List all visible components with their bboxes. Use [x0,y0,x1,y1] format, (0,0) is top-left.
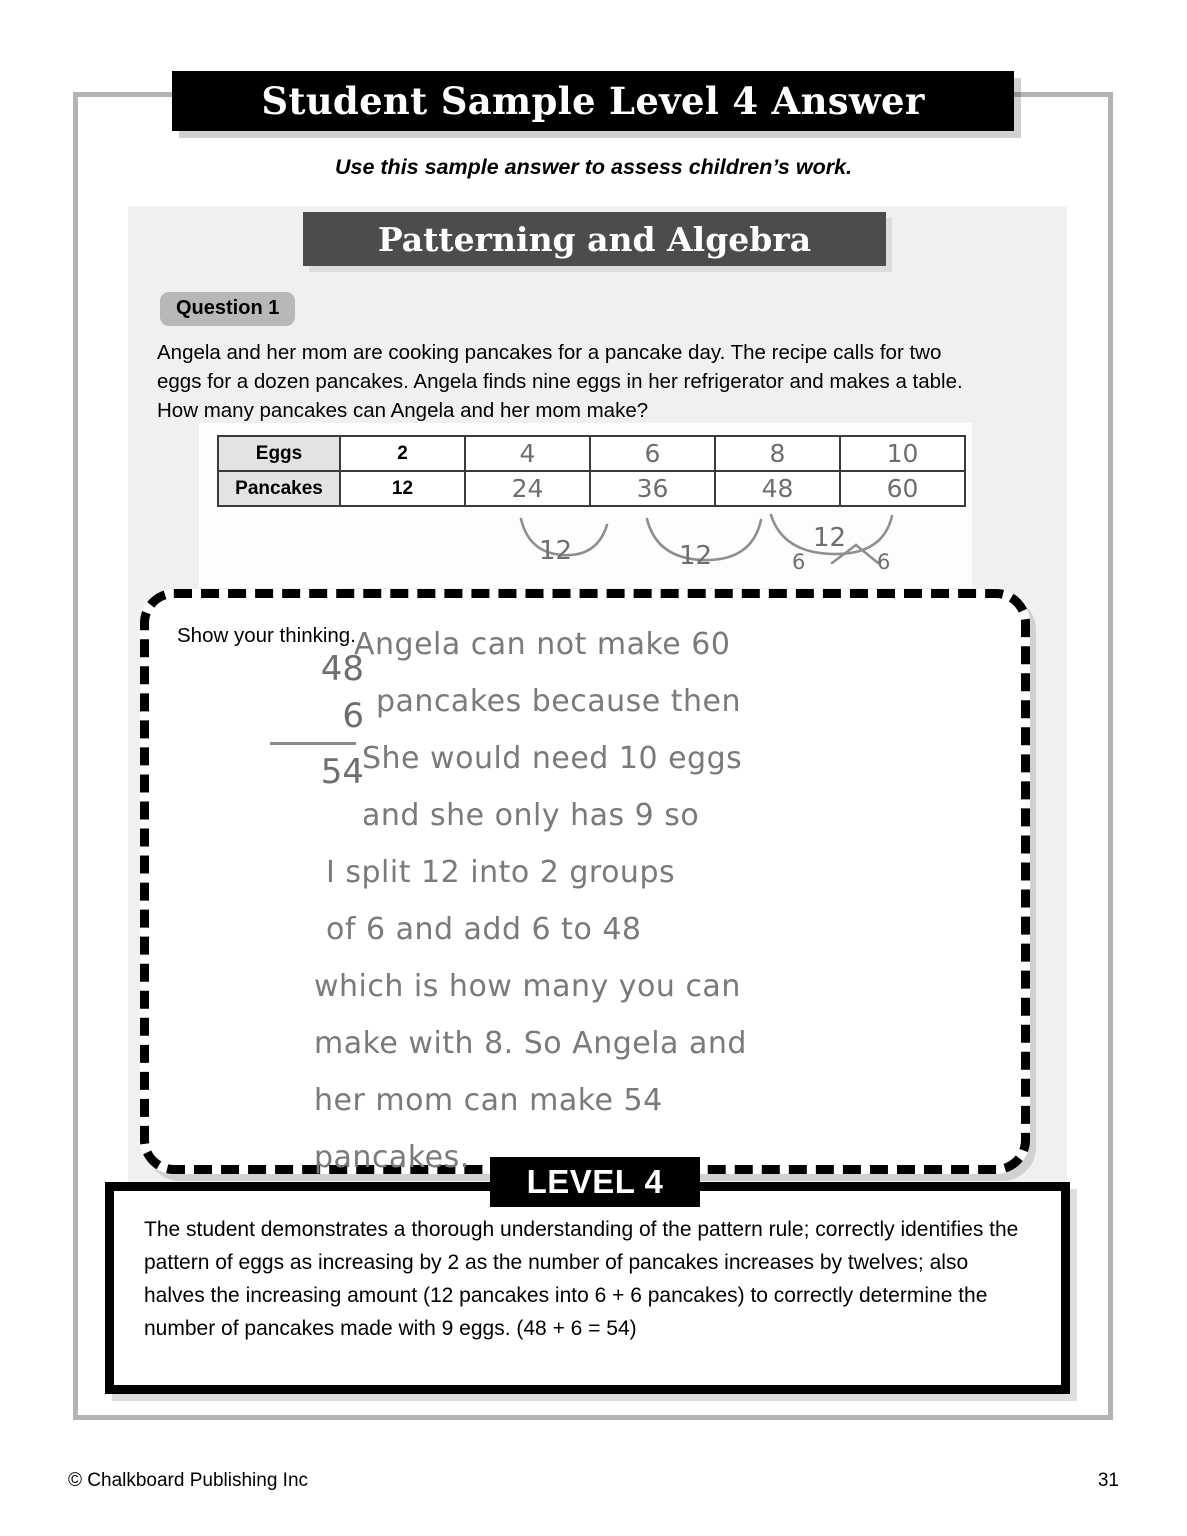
handwritten-line: Angela can not make 60 [354,627,731,662]
eggs-cell-3: 6 [590,436,715,471]
assessment-box [105,1182,1070,1394]
eggs-cell-2: 4 [465,436,590,471]
table-row [218,436,965,471]
page-subtitle: Use this sample answer to assess children’s work. [334,155,853,179]
eggs-cell-5: 10 [840,436,965,471]
level-banner [490,1157,700,1207]
footer-page-number: 31 [1097,1470,1119,1491]
handwritten-line: her mom can make 54 [314,1083,663,1118]
eggs-cell-1: 2 [340,436,465,471]
page-title: Student Sample Level 4 Answer [261,79,925,123]
sum-addend-2: 6 [342,696,364,736]
pancakes-cell-5: 60 [840,471,965,506]
level-label: LEVEL 4 [526,1163,664,1200]
arc-label-2: 12 [679,541,713,571]
handwritten-line: pancakes. [314,1140,470,1175]
show-your-thinking-box [140,589,1030,1174]
sum-addend-1: 48 [320,649,364,689]
handwritten-line: and she only has 9 so [362,798,700,833]
section-title: Patterning and Algebra [377,219,812,259]
row-header-eggs: Eggs [218,436,340,471]
arc-label-1: 12 [539,536,573,566]
table-scan-area [199,423,972,588]
eggs-pancakes-table [217,435,966,507]
footer-copyright: © Chalkboard Publishing Inc [68,1470,309,1491]
row-header-pancakes: Pancakes [218,471,340,506]
eggs-cell-4: 8 [715,436,840,471]
handwritten-answer-text [314,616,1014,1186]
question-badge: Question 1 [160,292,295,326]
sum-total: 54 [320,752,364,792]
section-banner [303,212,886,266]
pancakes-cell-1: 12 [340,471,465,506]
handwritten-line: I split 12 into 2 groups [326,855,676,890]
table-row [218,471,965,506]
arc-label-3: 12 [813,523,847,553]
pancakes-cell-2: 24 [465,471,590,506]
handwritten-line: pancakes because then [376,684,742,719]
handwritten-line: She would need 10 eggs [362,741,743,776]
question-text: Angela and her mom are cooking pancakes for a pancake day. The recipe calls for two eggs for a dozen pancakes. Angela finds nine eggs in her refrigerator and makes a table. How many pancakes can Angela and her mom make? [157,341,963,422]
split-label-right: 6 [877,550,891,574]
handwritten-line: of 6 and add 6 to 48 [326,912,642,947]
assessment-text: The student demonstrates a thorough understanding of the pattern rule; correctly identifies the pattern of eggs as increasing by 2 as the number of pancakes increases by twelves; also halves the increasing amount (12 pancakes into 6 + 6 pancakes) to correctly determine the number of pancakes made with 9 eggs. (48 + 6 = 54) [144,1218,1019,1340]
handwritten-vertical-sum [244,646,364,796]
split-label-left: 6 [792,550,806,574]
handwritten-line: which is how many you can [314,969,741,1004]
pancakes-cell-3: 36 [590,471,715,506]
show-thinking-prompt: Show your thinking. [177,624,356,647]
page-title-banner [172,71,1014,131]
sum-rule-line [270,742,356,745]
handwritten-line: make with 8. So Angela and [314,1026,747,1061]
pancakes-cell-4: 48 [715,471,840,506]
